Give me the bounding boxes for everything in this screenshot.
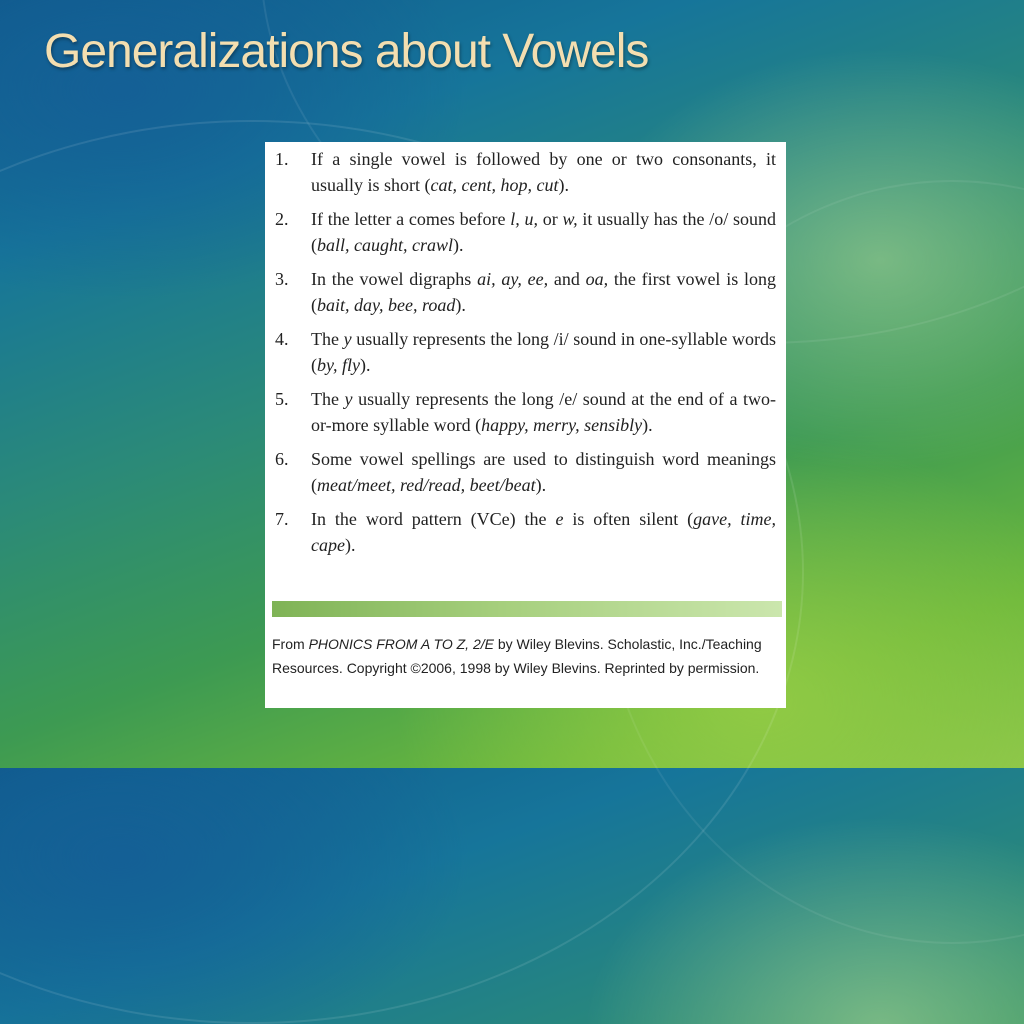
rule-item <box>275 266 776 318</box>
rule-example: meat/meet, red/read, beet/beat <box>317 475 536 495</box>
rule-text <box>311 206 776 258</box>
rule-segment: Some vowel spellings are used to distinguish word meanings ( <box>311 449 776 495</box>
rule-segment: ). <box>642 415 653 435</box>
rule-segment: usually represents the long /e/ sound at the end of a two-or-more syllable word ( <box>311 389 776 435</box>
rule-item <box>275 386 776 438</box>
rule-segment: is often silent ( <box>563 509 694 529</box>
rule-segment: ). <box>344 535 356 555</box>
rule-number: 5. <box>275 389 289 409</box>
rule-example: y <box>344 389 353 409</box>
slide-title: Generalizations about Vowels <box>44 25 649 78</box>
rule-text <box>311 146 776 198</box>
rule-example: happy, merry, sensibly <box>481 415 643 435</box>
rule-example: ball, caught, crawl <box>317 235 453 255</box>
rule-number: 4. <box>275 329 289 349</box>
rule-segment: and <box>548 269 586 289</box>
rule-segment: the first vowel is long ( <box>311 269 776 315</box>
rule-segment: it usually has the /o/ sound ( <box>311 209 776 255</box>
source-credit <box>272 632 774 680</box>
rule-segment: ). <box>455 295 466 315</box>
rule-example: bait, day, bee, road <box>317 295 456 315</box>
rule-example: gave, time, cape <box>311 509 777 555</box>
rule-example: oa, <box>585 269 609 289</box>
rule-segment: ). <box>558 175 569 195</box>
divider-bar <box>272 601 782 617</box>
rule-example: e <box>555 509 564 529</box>
content-panel <box>265 142 786 708</box>
rule-segment: The <box>311 329 344 349</box>
rule-segment: If a single vowel is followed by one or two consonants, it usually is short ( <box>311 149 776 195</box>
rule-segment: If the letter a comes before <box>311 209 511 229</box>
rule-segment: usually represents the long /i/ sound in one-syllable words ( <box>311 329 776 375</box>
rule-text <box>311 326 776 378</box>
rule-text <box>311 266 776 318</box>
vowel-rules-list <box>265 142 786 558</box>
rule-number: 2. <box>275 209 289 229</box>
rule-example: by, fly <box>317 355 360 375</box>
rule-segment: ). <box>360 355 371 375</box>
rule-example: l, u, <box>510 209 538 229</box>
rule-item <box>275 446 776 498</box>
rule-segment: In the word pattern (VCe) the <box>311 509 556 529</box>
rule-item <box>275 206 776 258</box>
rule-text <box>311 446 776 498</box>
rule-segment: ). <box>535 475 547 495</box>
rule-segment: In the vowel digraphs <box>311 269 478 289</box>
rule-text <box>311 386 776 438</box>
rule-number: 6. <box>275 449 289 469</box>
rule-text <box>311 506 776 558</box>
credit-book-title: PHONICS FROM A TO Z, 2/E <box>308 636 494 652</box>
rule-item <box>275 326 776 378</box>
rule-number: 1. <box>275 149 289 169</box>
rule-segment: ). <box>453 235 464 255</box>
rule-example: y <box>343 329 352 349</box>
rule-item <box>275 506 776 558</box>
rule-item <box>275 146 776 198</box>
rule-example: ai, ay, ee, <box>477 269 549 289</box>
rule-segment: or <box>538 209 563 229</box>
rule-example: w, <box>562 209 578 229</box>
credit-details: by Wiley Blevins. Scholastic, Inc./Teaching Resources. Copyright ©2006, 1998 by Wiley Blevins. Reprinted by permission. <box>272 636 762 676</box>
rule-number: 3. <box>275 269 289 289</box>
credit-prefix: From <box>272 636 309 652</box>
rule-example: cat, cent, hop, cut <box>430 175 559 195</box>
rule-number: 7. <box>275 509 289 529</box>
rule-segment: The <box>311 389 345 409</box>
